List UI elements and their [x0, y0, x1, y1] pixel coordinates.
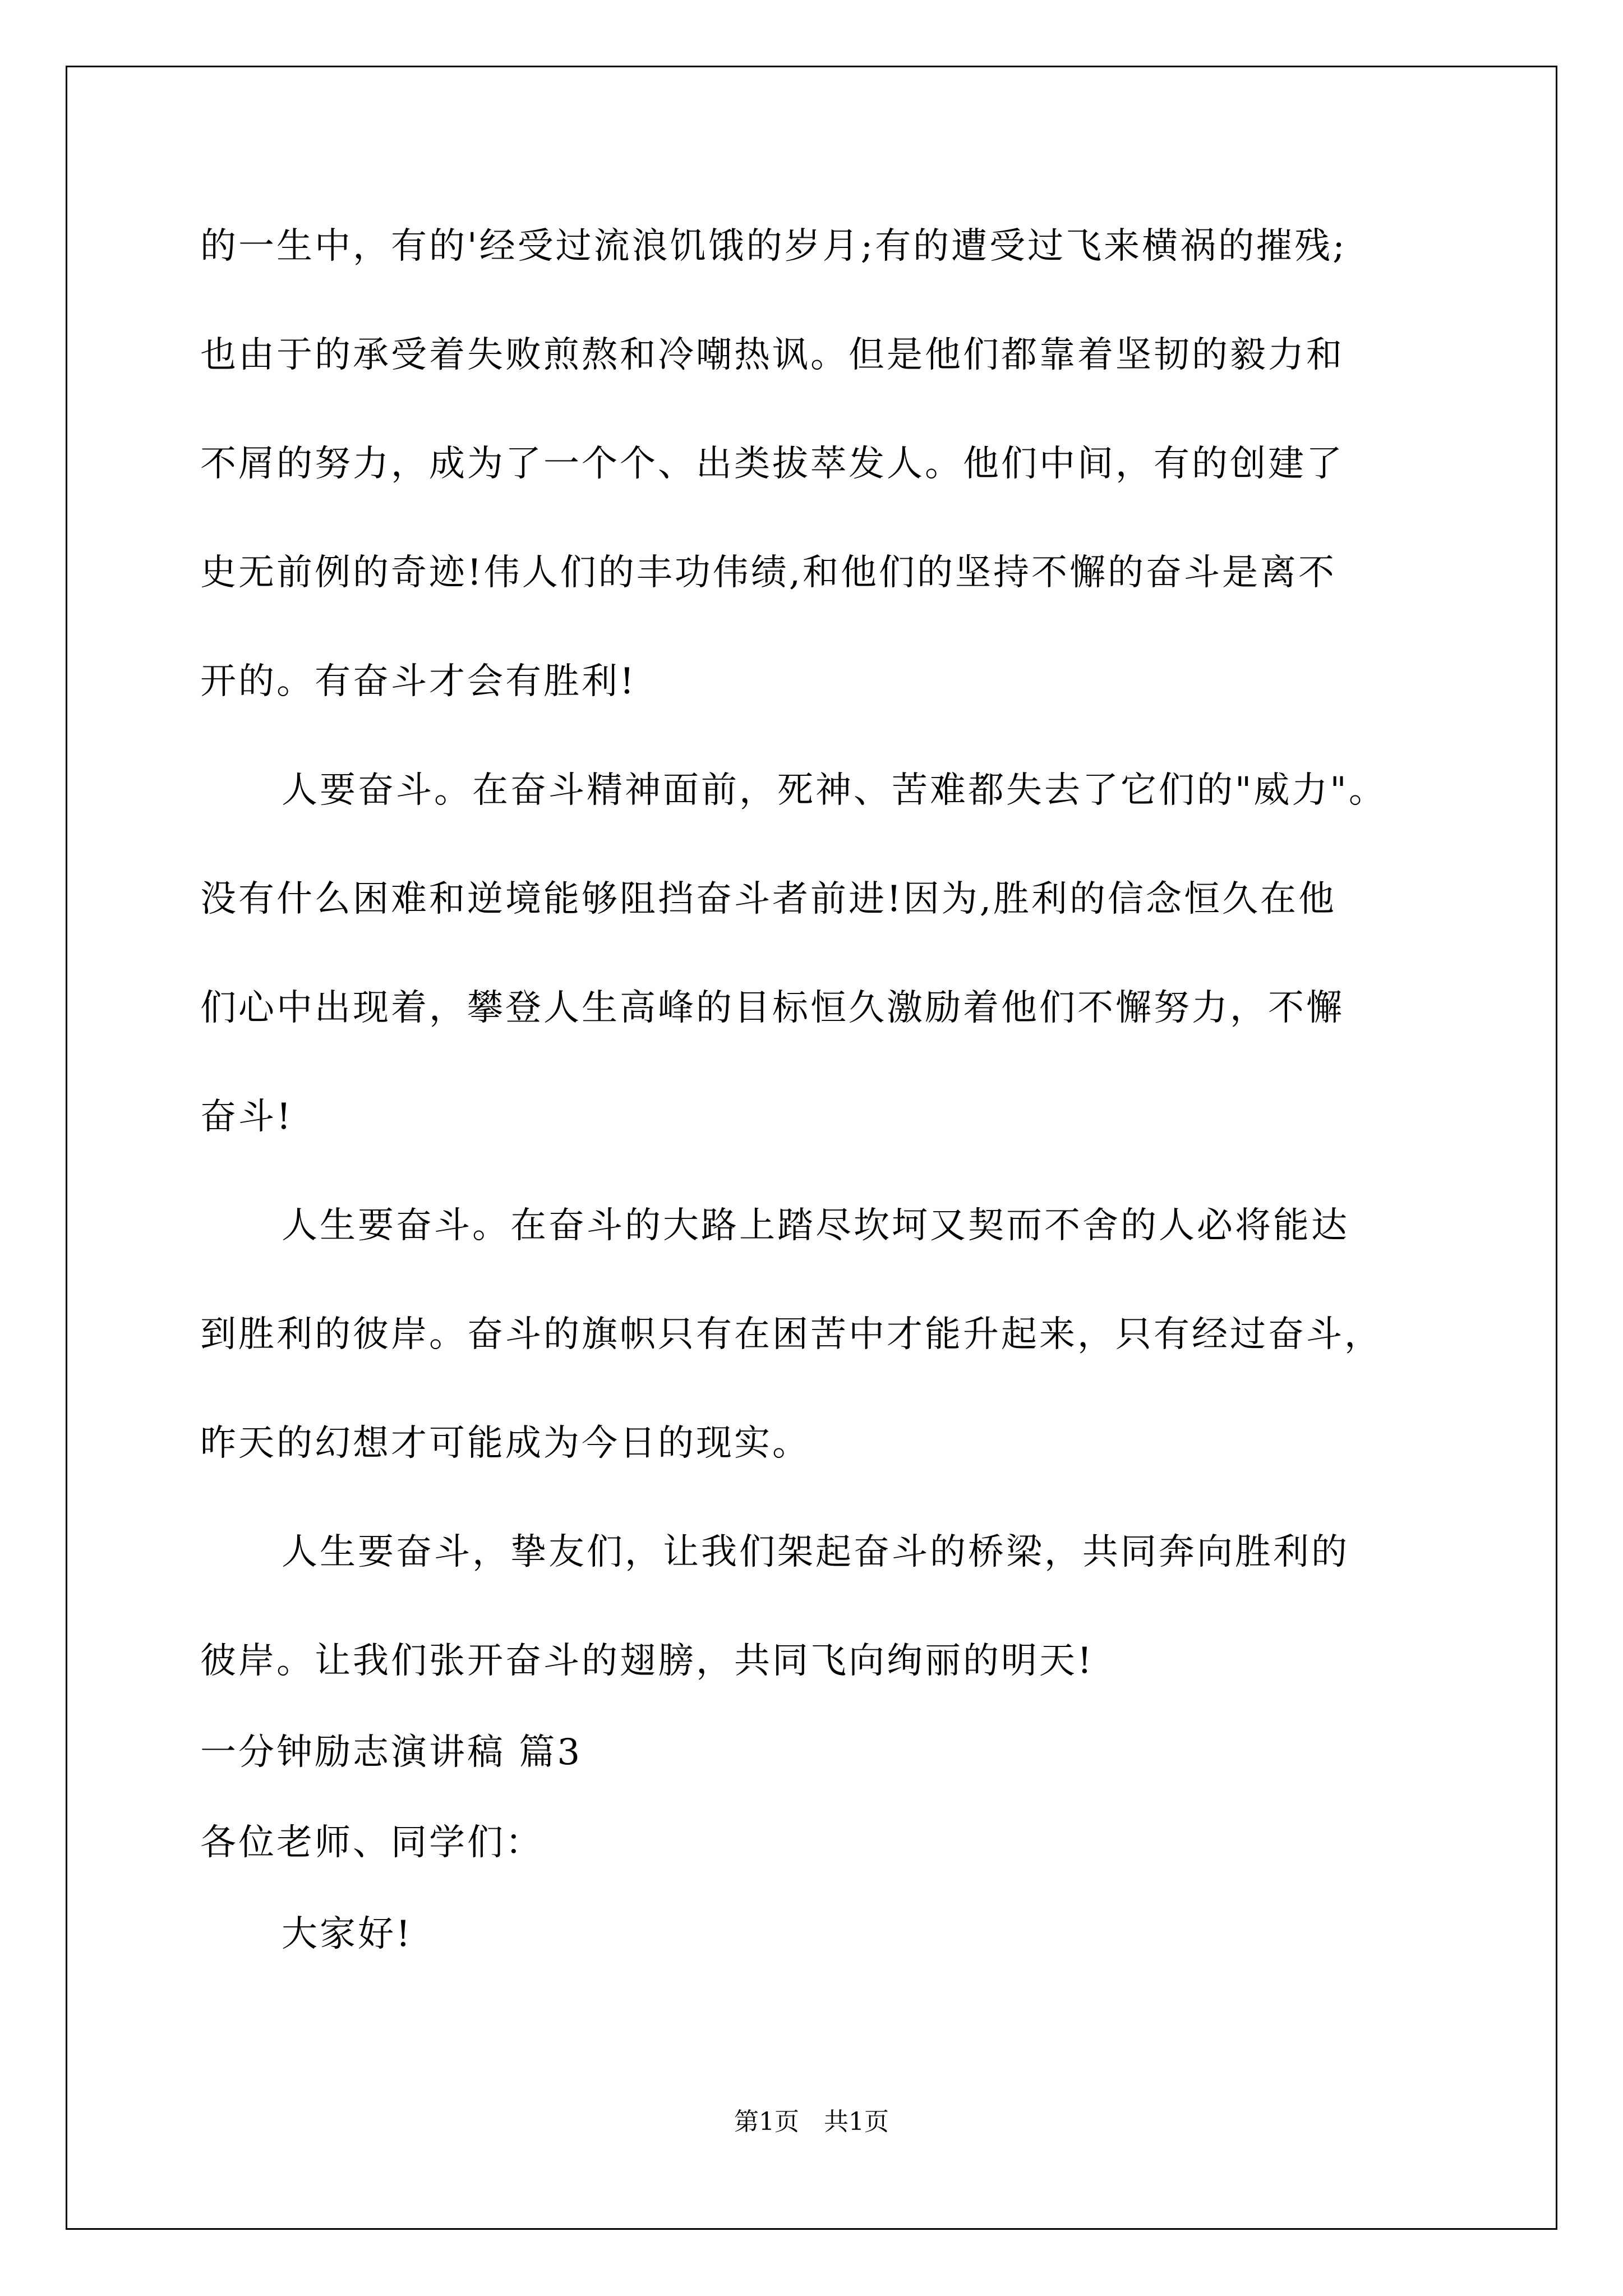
paragraph-1-line-1: 的一生中，有的'经受过流浪饥饿的岁月;有的遭受过飞来横祸的摧残;	[200, 226, 1347, 267]
paragraph-1-line-3: 不屑的努力，成为了一个个、出类拔萃发人。他们中间，有的创建了	[200, 443, 1344, 485]
paragraph-4-line-2: 彼岸。让我们张开奋斗的翅膀，共同飞向绚丽的明天!	[200, 1640, 1094, 1682]
salutation: 各位老师、同学们：	[200, 1822, 543, 1864]
greeting: 大家好!	[282, 1913, 413, 1955]
paragraph-2-line-2: 没有什么困难和逆境能够阻挡奋斗者前进!因为,胜利的信念恒久在他	[200, 878, 1337, 920]
page-border	[66, 66, 1557, 2230]
paragraph-2-line-4: 奋斗!	[200, 1096, 293, 1138]
paragraph-2-line-3: 们心中出现着，攀登人生高峰的目标恒久激励着他们不懈努力，不懈	[200, 987, 1344, 1029]
paragraph-1-line-5: 开的。有奋斗才会有胜利!	[200, 661, 637, 702]
paragraph-4-line-1: 人生要奋斗，挚友们，让我们架起奋斗的桥梁，共同奔向胜利的	[282, 1531, 1349, 1573]
paragraph-1-line-2: 也由于的承受着失败煎熬和冷嘲热讽。但是他们都靠着坚韧的毅力和	[200, 334, 1344, 376]
paragraph-2-line-1: 人要奋斗。在奋斗精神面前，死神、苦难都失去了它们的"威力"。	[282, 770, 1387, 811]
paragraph-3-line-2: 到胜利的彼岸。奋斗的旗帜只有在困苦中才能升起来，只有经过奋斗，	[200, 1314, 1382, 1355]
section-heading: 一分钟励志演讲稿 篇3	[200, 1732, 583, 1773]
paragraph-1-line-4: 史无前例的奇迹!伟人们的丰功伟绩,和他们的坚持不懈的奋斗是离不	[200, 552, 1337, 593]
paragraph-3-line-1: 人生要奋斗。在奋斗的大路上踏尽坎坷又契而不舍的人必将能达	[282, 1205, 1349, 1246]
paragraph-3-line-3: 昨天的幻想才可能成为今日的现实。	[200, 1423, 810, 1464]
page-footer: 第1页 共1页	[734, 2108, 889, 2136]
